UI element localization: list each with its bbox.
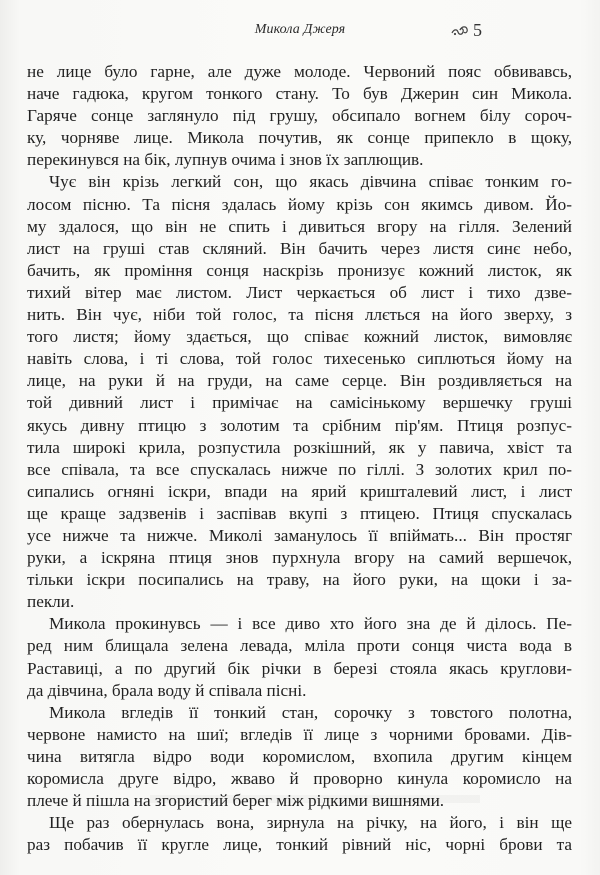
floral-ornament-icon [451,24,469,38]
text-line: усе нижче та нижче. Миколі заманулось її впіймать... Він простяг [27,525,572,545]
paragraph [27,171,572,613]
running-header [0,20,600,44]
paragraph [27,61,572,171]
text-line: все співала, та все спускалась нижче по гіллі. З золотих крил по- [27,459,572,479]
text-line: перекинувся на бік, лупнув очима і знов їх заплющив. [27,150,424,170]
text-line: нить. Він чує, ніби той голос, та пісня ллється на його зверху, з [27,305,572,325]
text-line: тила широкі крила, розпустила розкішний, як у павича, хвіст та [27,437,572,457]
text-line: того листя; йому здається, що співає кожний листок, вимовляє [27,327,572,347]
text-line: ще краще задзвенів і заспівав вкупі з птицею. Птиця спускалась [27,503,572,523]
text-line: да дівчина, брала воду й співала пісні. [27,680,307,700]
text-line: лице, на руки й на груди, на саме серце. Він роздивляється на [27,371,572,391]
text-line: сипались огняні іскри, впади на ярий кришталевий лист, і лист [27,481,572,501]
running-header-title: Микола Джеря [254,22,346,37]
text-line: тихий вітер має листом. Лист черкається об лист і тихо дзве- [27,282,572,302]
text-line: той дивний лист і примічає на самісінькому вершечку груші [27,393,572,413]
paragraph [27,613,572,701]
text-line: лист на груші став скляний. Він бачить через листя синє небо, [27,238,572,258]
text-line: руки, а іскряна птиця знов пурхнула вгору на самий вершечок, [27,548,572,568]
text-line: Ще раз обернулась вона, зирнула на річку, на його, і він ще [49,813,572,833]
text-line: Раставиці, а по другий бік річки в березі стояла якась круглови- [27,658,572,678]
text-line: Микола вгледів її тонкий стан, сорочку з товстого полотна, [49,702,572,722]
text-line: червоне намисто на шиї; вгледів її лице з чорними бровами. Дів- [27,724,572,744]
text-line: навіть слова, і ті слова, той голос тихесенько сиплються йому на [27,349,572,369]
text-line: коромисла друге відро, жваво й проворно кинула коромисло на [27,769,572,788]
text-line: Чує він крізь легкий сон, що якась дівчина співає тонким го- [49,172,572,192]
text-line: раз побачив її кругле лице, тонкий рівний ніс, чорні брови та [27,835,572,855]
page-number: 5 [473,20,482,40]
text-line: лосом пісню. Та пісня здалась йому крізь сон якимсь дивом. Йо- [27,194,572,214]
text-line: наче гадюка, кругом тонкого стану. То був Джерин син Микола. [27,84,572,104]
text-line: не лице було гарне, але дуже молоде. Червоний пояс обвивавсь, [27,62,572,81]
paragraph [27,812,572,856]
text-line: пекли. [27,592,75,612]
text-line: Гаряче сонце заглянуло під грушу, обсипало вогнем білу сороч- [27,106,572,126]
text-line: ред ним блищала зелена левада, мліла проти сонця чиста вода в [27,636,572,656]
text-line: бачить, як проміння сонця наскрізь пронизує кожний листок, як [27,260,572,280]
text-line: чина витягла відро води коромислом, вхопила другим кінцем [27,746,572,766]
page-number-group [451,20,482,41]
text-line: тільки іскри посипались на траву, на його руки, на щоки і за- [27,570,572,590]
text-line: му здалося, що він не спить і дивиться вгору на гілля. Зелений [27,216,572,236]
text-line: плече й пішла на згористий берег між рідкими вишнями. [27,791,445,811]
text-line: Микола прокинувсь — і все диво хто його зна де й ділось. Пе- [49,614,572,634]
text-line: якусь дивну птицю з золотим та срібним пір'ям. Птиця розпус- [27,415,572,435]
text-line: ку, чорняве лице. Микола почутив, як сонце припекло в щоку, [27,128,572,148]
body-text [27,61,572,856]
show-through-shadow [150,795,480,803]
